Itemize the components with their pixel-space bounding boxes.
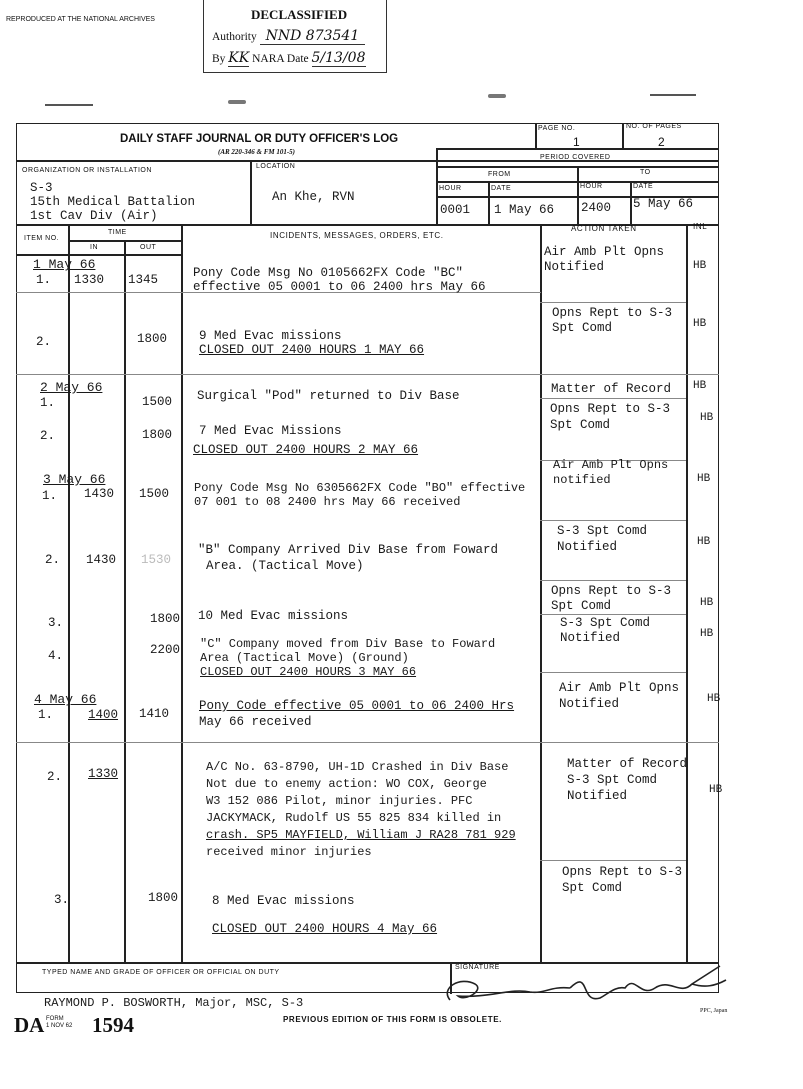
entry-time-out: 1800: [148, 891, 179, 905]
entry-text: 9 Med Evac missions CLOSED OUT 2400 HOURS 1 MAY 66: [199, 329, 425, 357]
entry-item: 2.: [47, 770, 63, 784]
form-subtitle: (AR 220-346 & FM 101-5): [218, 148, 295, 156]
entry-item: 1.: [36, 273, 52, 287]
entry-time-in: 1330: [74, 273, 105, 287]
period-label: PERIOD COVERED: [540, 154, 611, 161]
entry-initials: HB: [697, 536, 711, 548]
entry-text: Pony Code Msg No 0105662FX Code "BC" effective 05 0001 to 06 2400 hrs May 66: [193, 266, 486, 294]
entry-initials: HB: [693, 260, 707, 272]
entry-item: 4.: [48, 649, 64, 663]
entry-time-in: 1400: [88, 708, 119, 722]
col-action-header: ACTION TAKEN: [571, 224, 637, 233]
stamp-by-value: KK: [228, 50, 250, 66]
pages-count: 2: [658, 135, 665, 149]
entry-time-in: 1430: [84, 487, 115, 501]
entry-action: Opns Rept to S-3 Spt Comd: [550, 402, 671, 432]
location-value: An Khe, RVN: [272, 190, 355, 204]
entry-time-out: 1500: [142, 395, 173, 409]
entry-text: 8 Med Evac missions CLOSED OUT 2400 HOURS 4 May 66: [212, 894, 438, 936]
entry-item: 2.: [40, 429, 56, 443]
entry-time-in: 1430: [86, 553, 117, 567]
entry-action: Air Amb Plt Opns Notified: [559, 681, 680, 711]
col-incidents-header: INCIDENTS, MESSAGES, ORDERS, ETC.: [270, 231, 444, 240]
org-line-2: 15th Medical Battalion: [30, 195, 196, 209]
entry-date: 3 May 66: [43, 472, 106, 487]
to-hour: 2400: [581, 201, 612, 215]
from-date-label: DATE: [491, 185, 512, 192]
typed-name: RAYMOND P. BOSWORTH, Major, MSC, S-3: [44, 996, 304, 1010]
entry-initials: HB: [693, 318, 707, 330]
from-hour: 0001: [440, 203, 471, 217]
col-inl-header: INL: [693, 222, 708, 231]
to-date: 5 May 66: [633, 197, 694, 211]
from-hour-label: HOUR: [439, 185, 462, 192]
org-line-1: S-3: [30, 181, 53, 195]
page-no-label: PAGE NO.: [538, 125, 576, 132]
entry-time-out: 1500: [139, 487, 170, 501]
form-id-meta: [46, 1016, 72, 1030]
entry-initials: HB: [709, 784, 723, 796]
stray-mark: [45, 104, 93, 106]
to-label: TO: [640, 169, 651, 176]
entry-date: 2 May 66: [40, 380, 103, 395]
org-line-3: 1st Cav Div (Air): [30, 209, 158, 223]
col-out-header: OUT: [140, 244, 157, 251]
entry-initials: HB: [700, 597, 714, 609]
entry-time-in: 1330: [88, 767, 119, 781]
entry-action: Air Amb Plt Opns notified: [553, 458, 669, 487]
entry-date: 4 May 66: [34, 692, 97, 707]
col-in-header: IN: [90, 244, 98, 251]
entry-action: Matter of Record S-3 Spt Comd Notified: [567, 757, 688, 803]
to-hour-label: HOUR: [580, 183, 603, 190]
entry-text: Surgical "Pod" returned to Div Base: [197, 389, 460, 403]
previous-edition-note: PREVIOUS EDITION OF THIS FORM IS OBSOLETE.: [283, 1015, 502, 1024]
entry-initials: HB: [697, 473, 711, 485]
printer-note: PPC, Japan: [700, 1008, 728, 1014]
entry-text: "B" Company Arrived Div Base from Foward Area. (Tactical Move): [198, 543, 499, 573]
entry-action: Matter of Record: [551, 382, 672, 396]
entry-text: Pony Code Msg No 6305662FX Code "BO" effective 07 001 to 08 2400 hrs May 66 received: [194, 481, 526, 509]
signature-label: SIGNATURE: [455, 964, 500, 971]
entry-text: "C" Company moved from Div Base to Foward Area (Tactical Move) (Ground) CLOSED OUT 2400 HOURS 3 MAY 66: [200, 637, 496, 679]
entry-time-out: 1345: [128, 273, 159, 287]
form-id-da: DA: [14, 1013, 45, 1037]
stamp-nara-label: NARA Date: [252, 53, 309, 65]
entry-initials: HB: [700, 628, 714, 640]
entry-initials: HB: [707, 693, 721, 705]
entry-item: 3.: [54, 893, 70, 907]
entry-action: Opns Rept to S-3 Spt Comd: [562, 865, 683, 895]
stamp-by-label: By: [212, 53, 226, 65]
signature: [430, 958, 730, 1014]
entry-item: 1.: [40, 396, 56, 410]
entry-time-out: 1530: [141, 553, 172, 567]
archive-note: REPRODUCED AT THE NATIONAL ARCHIVES: [6, 16, 155, 23]
form-id-form: FORM: [46, 1016, 64, 1022]
to-date-label: DATE: [633, 183, 654, 190]
entry-action: S-3 Spt Comd Notified: [557, 524, 648, 554]
stamp-title: DECLASSIFIED: [251, 7, 348, 22]
entry-initials: HB: [700, 412, 714, 424]
stray-mark: [488, 94, 506, 98]
entry-time-out: 2200: [150, 643, 181, 657]
entry-time-out: 1800: [150, 612, 181, 626]
entry-text: A/C No. 63-8790, UH-1D Crashed in Div Base Not due to enemy action: WO COX, George W3 152 086 Pilot, minor injuries. PFC JACKYMACK, Rudolf US 55 825 834 killed in crash. SP5 MAYFIELD, William J RA28 781 929 received minor injuries: [206, 760, 516, 859]
typed-name-label: TYPED NAME AND GRADE OF OFFICER OR OFFICIAL ON DUTY: [42, 969, 280, 976]
entry-item: 1.: [42, 489, 58, 503]
form-id-number: 1594: [92, 1013, 134, 1037]
from-date: 1 May 66: [494, 203, 555, 217]
stray-mark: [228, 100, 246, 104]
col-time-header: TIME: [108, 229, 127, 236]
stamp-authority-value: NND 873541: [260, 28, 366, 45]
entry-time-out: 1800: [142, 428, 173, 442]
entry-action: Opns Rept to S-3 Spt Comd: [551, 584, 672, 613]
entry-text: 10 Med Evac missions: [198, 609, 349, 623]
entry-item: 3.: [48, 616, 64, 630]
entry-initials: HB: [693, 380, 707, 392]
location-label: LOCATION: [256, 163, 296, 170]
org-label: ORGANIZATION OR INSTALLATION: [22, 167, 152, 174]
page-no: 1: [573, 135, 580, 149]
entry-time-out: 1800: [137, 332, 168, 346]
entry-action: Opns Rept to S-3 Spt Comd: [552, 306, 673, 335]
pages-label: NO. OF PAGES: [626, 123, 682, 130]
entry-item: 1.: [38, 708, 54, 722]
stamp-date-value: 5/13/08: [311, 50, 366, 66]
entry-text: Pony Code effective 05 0001 to 06 2400 Hrs May 66 received: [199, 699, 515, 729]
stamp-authority-label: Authority: [212, 31, 257, 43]
form-id-date: 1 NOV 62: [46, 1023, 73, 1029]
entry-date: 1 May 66: [33, 257, 96, 272]
entry-text: 7 Med Evac Missions CLOSED OUT 2400 HOURS 2 MAY 66: [193, 424, 419, 457]
entry-item: 2.: [36, 335, 52, 349]
entry-action: S-3 Spt Comd Notified: [560, 616, 651, 645]
entry-time-out: 1410: [139, 707, 170, 721]
entry-action: Air Amb Plt Opns Notified: [544, 245, 665, 274]
entry-item: 2.: [45, 553, 61, 567]
from-label: FROM: [488, 171, 511, 178]
col-item-header: ITEM NO.: [24, 235, 60, 242]
form-title: DAILY STAFF JOURNAL OR DUTY OFFICER'S LOG: [120, 133, 399, 145]
stray-mark: [650, 94, 696, 96]
declassified-stamp: [203, 0, 387, 73]
